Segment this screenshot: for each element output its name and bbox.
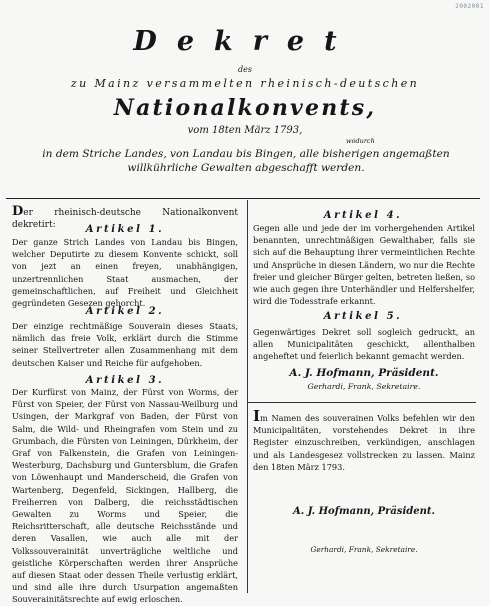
title-nationalkonvent: Nationalkonvents,	[113, 95, 377, 121]
article-1-heading: Artikel 1.	[85, 224, 165, 235]
section-divider	[248, 402, 476, 403]
article-5-text: Gegenwärtiges Dekret soll sogleich gedruckt, an allen Municipalitäten geschickt, allenthalben angeheftet und feierlich bekannt gemacht werden.	[253, 327, 475, 362]
title-subline: zu Mainz versammelten rheinisch-deutschen	[70, 77, 420, 90]
archive-stamp: 2002001	[455, 3, 484, 10]
secretaries-2: Gerhardi, Frank, Sekretaire.	[310, 545, 418, 554]
document-title: Dekret	[133, 26, 357, 57]
article-2-heading: Artikel 2.	[85, 306, 165, 317]
secretaries-1: Gerhardi, Frank, Sekretaire.	[307, 382, 421, 391]
article-4-heading: Artikel 4.	[323, 210, 403, 221]
wodurch-label: wodurch	[346, 137, 375, 145]
lead-text: er rheinisch-deutsche Nationalkonvent dekretirt:	[12, 208, 238, 231]
president-signature-2: A. J. Hofmann, Präsident.	[292, 506, 436, 517]
proclamation-text	[253, 407, 475, 473]
article-3-text: Der Kurfürst von Mainz, der Fürst von Worms, der Fürst von Speier, der Fürst von Nassau-Weilburg und Usingen, der Markgraf von Baden, der Fürst von Salm, die Wild- und Rheingrafen vom Stein und zu Grumbach, die Fürsten von Leiningen, Dürkheim, der Graf von Falkenstein, die Grafen von Leiningen-Westerburg, Dachsburg und Guntersblum, die Grafen von Löwenhaupt und Manderscheid, die Grafen von Wartenberg, Degenfeld, Sickingen, Hallberg, die Freiherren von Dalberg, die reichsstädtischen Gewalten zu Worms und Speier, die Reichsritterschaft, alle deutsche Reichsstände und deren Vasallen, wie auch alle mit der Volkssouverainität unverträgliche weltliche und geistliche Körperschaften werden ihrer Ansprüche auf diesen Staat oder dessen Theile verlustig erklärt, und sind alle ihre durch Usurpation angemaßten Souverainitätsrechte auf ewig erloschen.	[12, 387, 238, 605]
article-2-text: Der einzige rechtmäßige Souverain dieses Staats, nämlich das freie Volk, erklärt durch die Stimme seiner Stellvertreter allen Zusammenhang mit dem deutschen Kaiser und Reiche für aufgehoben.	[12, 321, 238, 368]
article-4-text: Gegen alle und jede der im vorhergehenden Artikel benannten, unrechtmäßigen Gewalthaber, falls sie sich auf die Behauptung ihrer vermeintlichen Rechte und Ansprüche in diesen Ländern, wo nur die Rechte freier und gleicher Bürger gelten, betreten ließen, so wie auch gegen ihre Unterhändler und Helfershelfer, wird die Todesstrafe erkannt.	[253, 223, 475, 307]
decree-date: vom 18ten März 1793,	[187, 125, 303, 136]
president-signature-1: A. J. Hofmann, Präsident.	[289, 367, 439, 379]
proclamation-initial: I	[253, 407, 261, 425]
proclamation-body: m Namen des souverainen Volks befehlen wir den Municipalitäten, vorstehendes Dekret in ihre Register einzuschreiben, verkündigen, anschlagen und als Landesgesez vollstrecken zu lassen. Mainz den 18ten März 1793.	[253, 413, 475, 472]
lead-initial: D	[12, 204, 24, 219]
decree-summary: in dem Striche Landes, von Landau bis Bingen, alle bisherigen angemaßten willkührliche Gewalten abgeschafft werden.	[42, 148, 450, 174]
column-divider	[247, 200, 248, 593]
article-5-heading: Artikel 5.	[323, 311, 403, 322]
article-3-heading: Artikel 3.	[85, 375, 165, 386]
title-connector: des	[238, 65, 252, 74]
article-1-text: Der ganze Strich Landes von Landau bis Bingen, welcher Deputirte zu diesem Konvente schickt, soll von jezt an einen freyen, unabhängigen, unzertrennlichen Staat ausmachen, der gemeinschaftlichen, auf Freiheit und Gleichheit gegründeten Gesezen gehorcht.	[12, 237, 238, 309]
